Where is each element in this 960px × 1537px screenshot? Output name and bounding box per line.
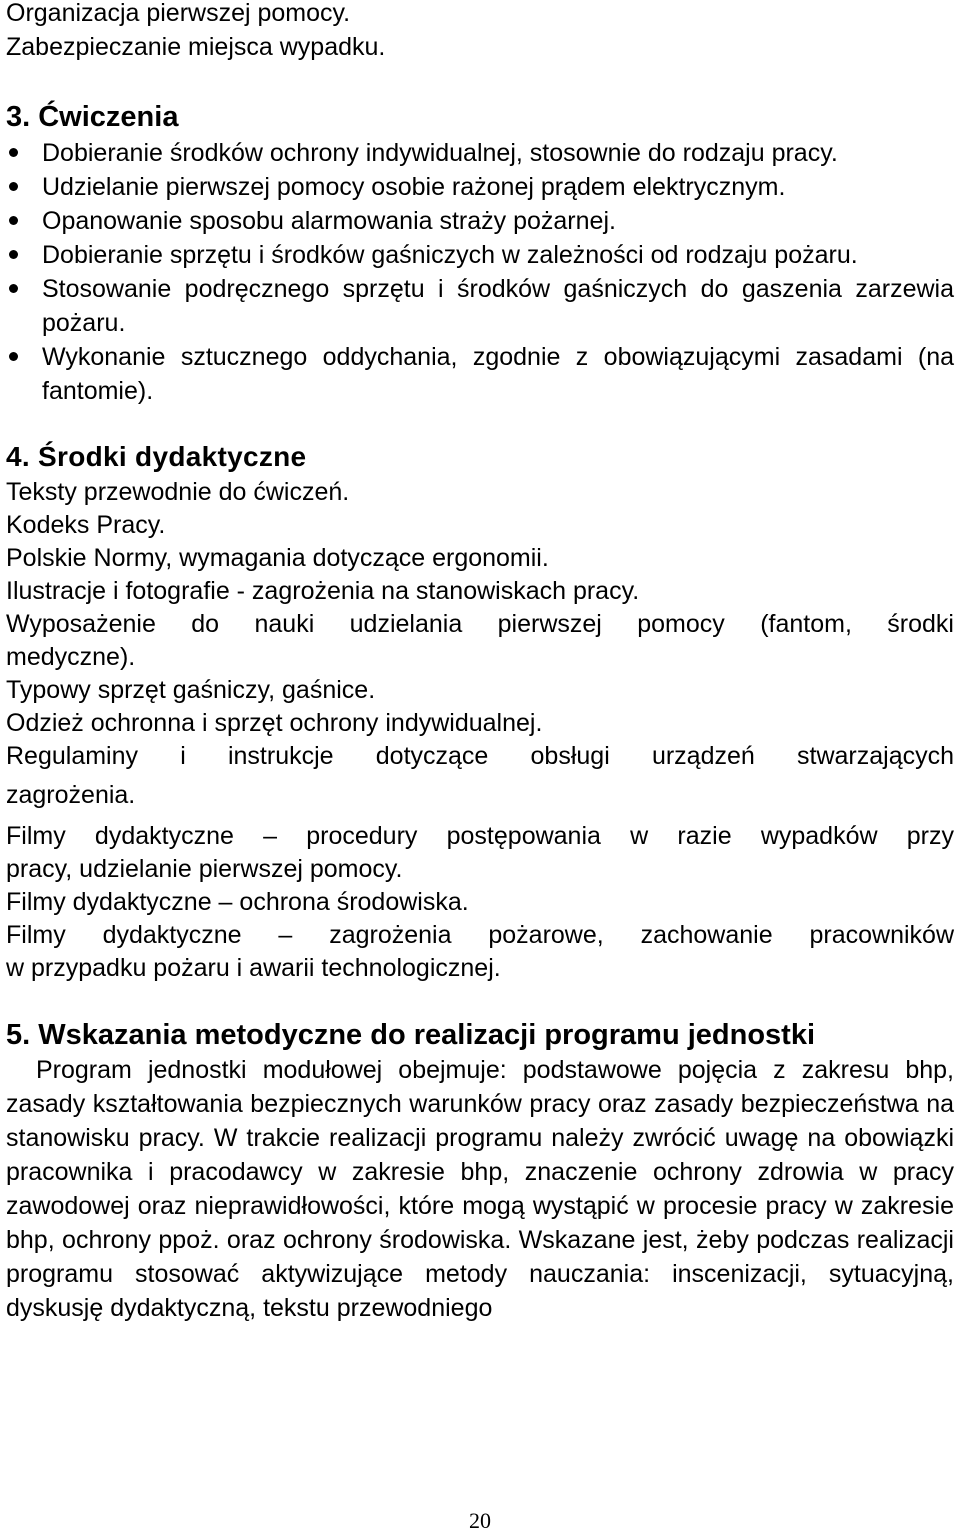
bullet-icon — [9, 216, 18, 225]
methodology-paragraph: Program jednostki modułowej obejmuje: podstawowe pojęcia z zakresu bhp, zasady kształtowania bezpiecznych warunków pracy oraz zasady bezpieczeństwa na stanowisku pracy. W trakcie realizacji programu należy zwrócić uwagę na obowiązki pracownika i pracodawcy w zakresie bhp, znaczenie ochrony zdrowia w pracy zawodowej oraz nieprawidłowości, które mogą wystąpić w procesie pracy w zakresie bhp, ochrony ppoż. oraz ochrony środowiska. Wskazane jest, żeby podczas realizacji programu stosować aktywizujące metody nauczania: inscenizacji, sytuacyjną, dyskusję dydaktyczną, tekstu przewodniego — [6, 1056, 954, 1322]
bullet-icon — [9, 250, 18, 259]
teaching-aid-line: Typowy sprzęt gaśniczy, gaśnice. — [6, 676, 376, 704]
teaching-aid-line: Kodeks Pracy. — [6, 511, 166, 539]
section-3-heading: 3. Ćwiczenia — [6, 101, 179, 133]
list-item-text: Opanowanie sposobu alarmowania straży pożarnej. — [42, 207, 616, 235]
document-page — [6, 0, 954, 1325]
exercise-list — [6, 136, 954, 408]
teaching-aid-line: w przypadku pożaru i awarii technologicznej. — [6, 954, 501, 982]
teaching-aid-line: Filmy dydaktyczne – ochrona środowiska. — [6, 888, 469, 916]
teaching-aid-line: medyczne). — [6, 643, 136, 671]
teaching-aids-list — [6, 476, 954, 985]
list-item-text: Wykonanie sztucznego oddychania, zgodnie z obowiązującymi zasadami (na fantomie). — [42, 343, 954, 405]
section-5-body — [6, 1053, 954, 1325]
teaching-aid-line: Teksty przewodnie do ćwiczeń. — [6, 478, 350, 506]
list-item — [6, 340, 954, 408]
teaching-aid-line: Filmy dydaktyczne – procedury postępowania w razie wypadków przy — [6, 822, 954, 850]
list-item-text: Stosowanie podręcznego sprzętu i środków gaśniczych do gaszenia zarzewia pożaru. — [42, 275, 954, 337]
list-item — [6, 204, 954, 238]
teaching-aid-line: Odzież ochronna i sprzęt ochrony indywidualnej. — [6, 709, 543, 737]
bullet-icon — [9, 352, 18, 361]
list-item-text: Dobieranie środków ochrony indywidualnej, stosownie do rodzaju pracy. — [42, 139, 838, 167]
bullet-icon — [9, 148, 18, 157]
intro-line-2: Zabezpieczanie miejsca wypadku. — [6, 33, 386, 61]
list-item — [6, 136, 954, 170]
teaching-aid-line: Filmy dydaktyczne – zagrożenia pożarowe, zachowanie pracowników — [6, 921, 954, 949]
list-item — [6, 238, 954, 272]
teaching-aid-line: pracy, udzielanie pierwszej pomocy. — [6, 855, 403, 883]
teaching-aid-line: zagrożenia. — [6, 781, 136, 809]
bullet-icon — [9, 182, 18, 191]
teaching-aid-line: Regulaminy i instrukcje dotyczące obsługi urządzeń stwarzających — [6, 742, 954, 770]
bullet-icon — [9, 284, 18, 293]
intro-line-1: Organizacja pierwszej pomocy. — [6, 0, 351, 27]
teaching-aid-line: Ilustracje i fotografie - zagrożenia na stanowiskach pracy. — [6, 577, 640, 605]
list-item-text: Udzielanie pierwszej pomocy osobie rażonej prądem elektrycznym. — [42, 173, 786, 201]
page-number: 20 — [469, 1508, 491, 1533]
section-5-heading: 5. Wskazania metodyczne do realizacji programu jednostki — [6, 1019, 816, 1051]
teaching-aid-line: Polskie Normy, wymagania dotyczące ergonomii. — [6, 544, 549, 572]
list-item-text: Dobieranie sprzętu i środków gaśniczych w zależności od rodzaju pożaru. — [42, 241, 858, 269]
section-4-heading: 4. Środki dydaktyczne — [6, 441, 307, 472]
list-item — [6, 170, 954, 204]
list-item — [6, 272, 954, 340]
teaching-aid-line: Wyposażenie do nauki udzielania pierwszej pomocy (fantom, środki — [6, 610, 954, 638]
